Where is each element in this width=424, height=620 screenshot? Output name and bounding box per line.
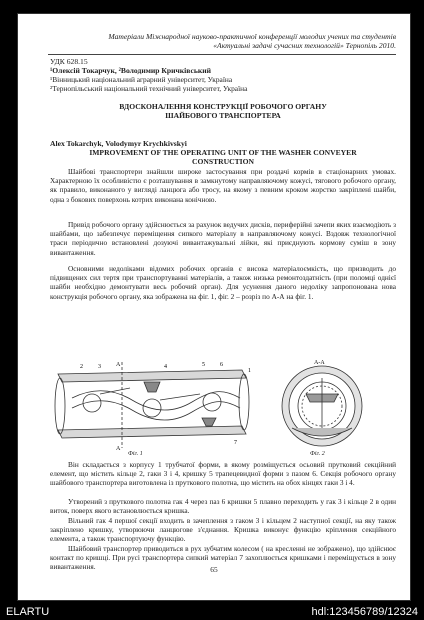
fig-label-7: 7	[234, 440, 237, 446]
fig-label-5: 5	[202, 362, 205, 368]
title-ua	[50, 102, 396, 120]
fig-label-a-bottom: A	[116, 446, 121, 452]
title-ua-line-2: ШАЙБОВОГО ТРАНСПОРТЕРА	[165, 111, 281, 120]
figure-1-caption: Фіг. 1	[128, 451, 143, 457]
authors: ¹Олексій Токарчук, ²Володимир Кричківський	[50, 66, 211, 75]
document-page	[18, 14, 410, 600]
paragraph: Утворений з пруткового полотна гак 4 через паз 6 кришки 5 плавно переходить у гак 3 і кільце 2 в один виток, поверх якого встановлюється кришка.	[50, 497, 396, 516]
udk-code: УДК 628.15	[50, 57, 88, 66]
figure-2-caption: Фіг. 2	[310, 451, 325, 457]
fig1-drawing	[55, 362, 249, 448]
running-header	[48, 32, 396, 50]
title-en	[50, 148, 396, 166]
viewer-footer	[0, 604, 424, 620]
header-line-2: «Актуальні задачі сучасних технологій» Тернопіль 2010.	[213, 41, 396, 50]
fig-label-4: 4	[164, 364, 167, 370]
repository-name: ELARTU	[6, 606, 50, 618]
title-ua-line-1: ВДОСКОНАЛЕННЯ КОНСТРУКЦІЇ РОБОЧОГО ОРГАНУ	[119, 102, 327, 111]
title-en-line-1: IMPROVEMENT OF THE OPERATING UNIT OF THE WASHER CONVEYER	[89, 148, 357, 157]
header-rule	[48, 54, 396, 55]
title-en-line-2: CONSTRUCTION	[191, 157, 255, 166]
english-authors: Alex Tokarchyk, Volodymyr Krychkivskyi	[50, 139, 187, 148]
page-number: 65	[210, 565, 218, 574]
handle-id: hdl:123456789/12324	[311, 606, 418, 618]
conveyor-figure	[52, 358, 392, 452]
paragraph: Шайбові транспортери знайшли широке застосування при роздачі кормів в стаціонарних умовах. Характерною їх особливістю є розташування в замкнутому направляючому кожусі, тягового робочого органу, як правило, виконаного у вигляді ланцюга або тросу, на якому з певним кроком жорстко закріплені шайби, одна з бокових поверхонь котрих виконана конічною.	[50, 167, 396, 204]
paragraph: Привід робочого органу здійснюється за рахунок ведучих дисків, периферійні зачепи яких взаємодіють з шайбами, що забезпечує переміщення сипкого матеріалу в направляючому кожусі. Вздовж технологічної траси періодично встановлені дозуючі вивантажувальні лійки, які приєднують кормову суміш в зону вивантаження.	[50, 220, 396, 257]
fig-label-a-top: A	[116, 362, 121, 368]
fig2-drawing	[282, 366, 362, 446]
affiliation-1: ¹Вінницький національний аграрний університет, Україна	[50, 75, 233, 84]
paragraph: Шайбовий транспортер приводиться в рух зубчатим колесом ( на кресленні не зображено), що здійснює контакт по кришці. При русі транспортера сипкий матеріал 7 захоплюється кришками і переміщується в зону вивантаження.	[50, 544, 396, 572]
fig-label-3: 3	[98, 364, 101, 370]
header-line-1: Матеріали Міжнародної науково-практичної конференції молодих учених та студентів	[108, 32, 396, 41]
fig2-section-label: A-A	[314, 360, 325, 366]
fig-label-2: 2	[80, 364, 83, 370]
fig-label-6: 6	[220, 362, 223, 368]
paragraph: Вільний гак 4 першої секції входить в зачеплення з гаком 3 і кільцем 2 наступної секції, на яку також закріплено кришку, утворюючи ланцюгове з'єднання. Кришка виконує функцію кріплення секційного елемента, а також транспортуючу функцію.	[50, 516, 396, 544]
affiliation-2: ²Тернопільський національний технічний університет, Україна	[50, 84, 248, 93]
fig-label-1: 1	[248, 368, 251, 374]
paragraph: Він складається з корпусу 1 трубчатої форми, в якому розміщується осьовий прутковий секційний елемент, що містить кільце 2, гаки 3 і 4, кришку 5 трапецевидної форми з пазом 6. Секція робочого органу шайбового транспортера виготовлена із пруткового полотна, що містить на обох кінцях гаки 3 і 4.	[50, 460, 396, 488]
paragraph: Основними недоліками відомих робочих органів є висока матеріалоємкість, що призводить до підвищених сил тертя при транспортуванні матеріалів, а також низька ремонтоздатність (при поломці однієї шайби необхідно демонтувати весь робочий орган). Для усунення даного недоліку запропонована нова конструкція робочого органу, яка зображена на фіг. 1, фіг. 2 – розріз по А-А на фіг. 1.	[50, 264, 396, 301]
